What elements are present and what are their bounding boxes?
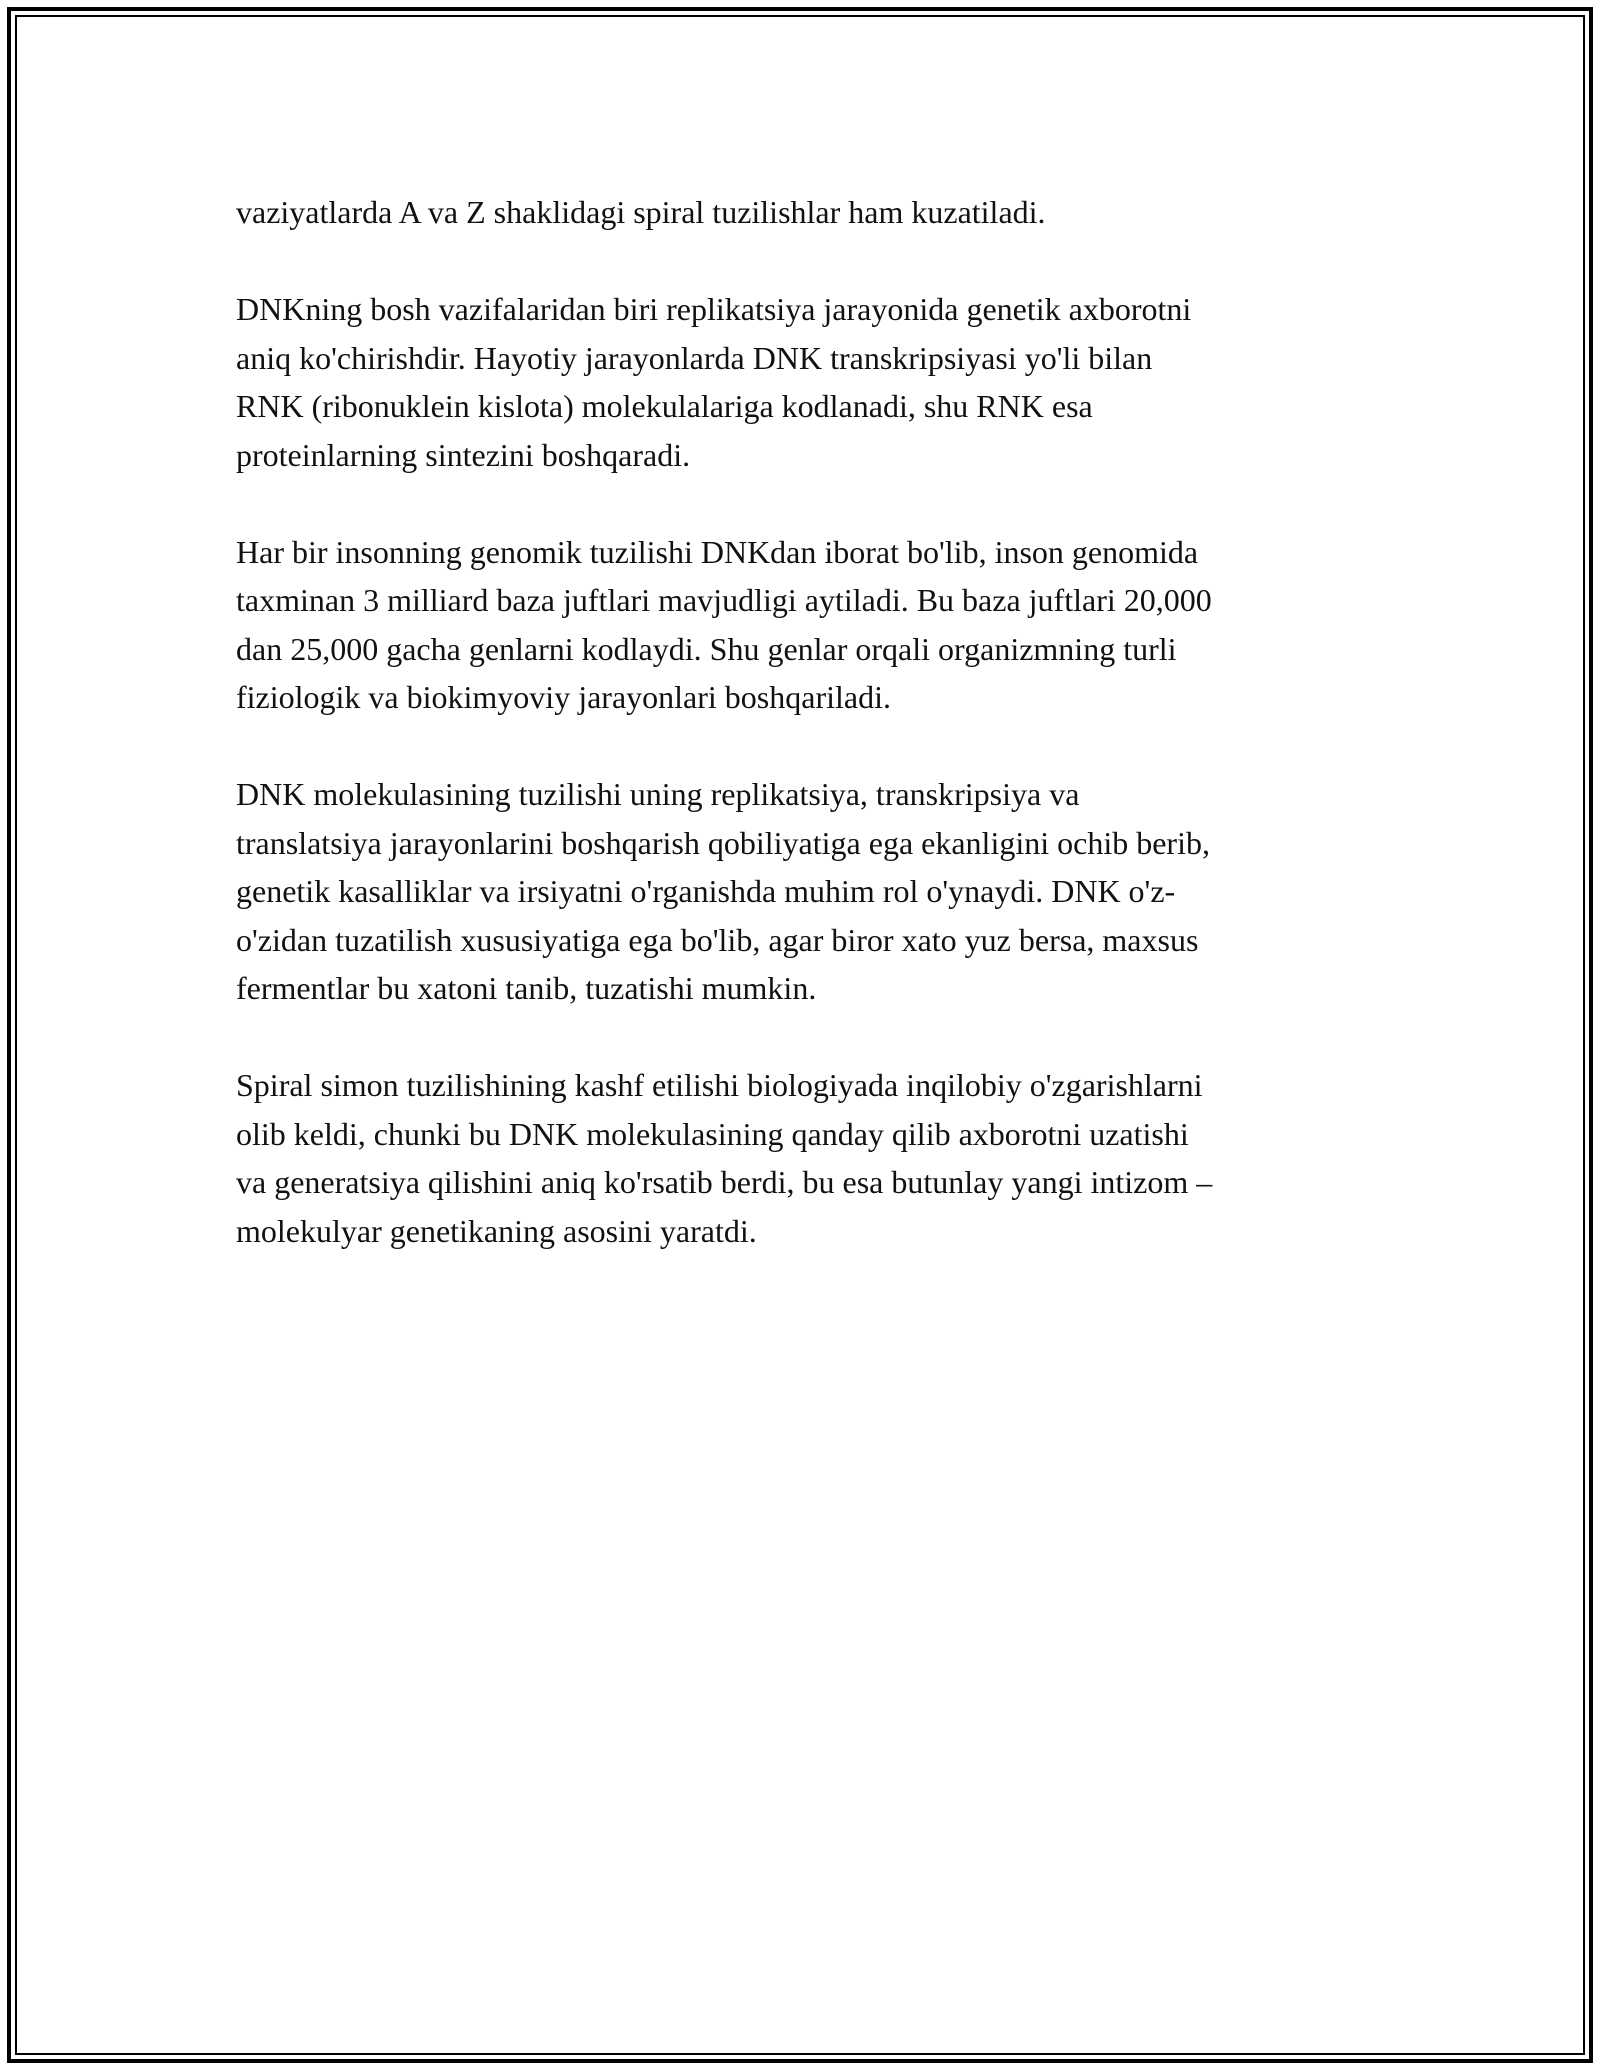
- text-line: dan 25,000 gacha genlarni kodlaydi. Shu genlar orqali organizmning turli: [236, 630, 1177, 667]
- text-line: DNKning bosh vazifalaridan biri replikatsiya jarayonida genetik axborotni: [236, 291, 1192, 327]
- paragraph: [236, 770, 1366, 1013]
- paragraph: [236, 528, 1366, 722]
- text-line: vaziyatlarda A va Z shaklidagi spiral tuzilishlar ham kuzatiladi.: [236, 194, 1046, 230]
- paragraph: [236, 188, 1366, 237]
- text-line: taxminan 3 milliard baza juftlari mavjudligi aytiladi. Bu baza juftlari 20,000: [236, 582, 1212, 618]
- paragraph: [236, 1061, 1366, 1255]
- text-line: proteinlarning sintezini boshqaradi.: [236, 436, 691, 473]
- text-line: RNK (ribonuklein kislota) molekulalariga kodlanadi, shu RNK esa: [236, 388, 1093, 424]
- text-line: DNK molekulasining tuzilishi uning replikatsiya, transkripsiya va: [236, 776, 1080, 812]
- text-line: Spiral simon tuzilishining kashf etilishi biologiyada inqilobiy o'zgarishlarni: [236, 1067, 1203, 1103]
- paragraph: [236, 285, 1366, 479]
- text-line: va generatsiya qilishini aniq ko'rsatib berdi, bu esa butunlay yangi intizom –: [236, 1164, 1213, 1200]
- text-line: Har bir insonning genomik tuzilishi DNKdan iborat bo'lib, inson genomida: [236, 533, 1199, 570]
- text-line: fiziologik va biokimyoviy jarayonlari boshqariladi.: [236, 679, 891, 715]
- text-line: molekulyar genetikaning asosini yaratdi.: [236, 1212, 757, 1249]
- text-line: olib keldi, chunki bu DNK molekulasining qanday qilib axborotni uzatishi: [236, 1115, 1189, 1152]
- text-line: aniq ko'chirishdir. Hayotiy jarayonlarda DNK transkripsiyasi yo'li bilan: [236, 339, 1153, 376]
- document-body: [236, 188, 1366, 1304]
- text-line: o'zidan tuzatilish xususiyatiga ega bo'lib, agar biror xato yuz bersa, maxsus: [236, 921, 1199, 958]
- text-line: fermentlar bu xatoni tanib, tuzatishi mumkin.: [236, 970, 817, 1006]
- text-line: translatsiya jarayonlarini boshqarish qobiliyatiga ega ekanligini ochib berib,: [236, 824, 1210, 861]
- text-line: genetik kasalliklar va irsiyatni o'rganishda muhim rol o'ynaydi. DNK o'z-: [236, 873, 1176, 909]
